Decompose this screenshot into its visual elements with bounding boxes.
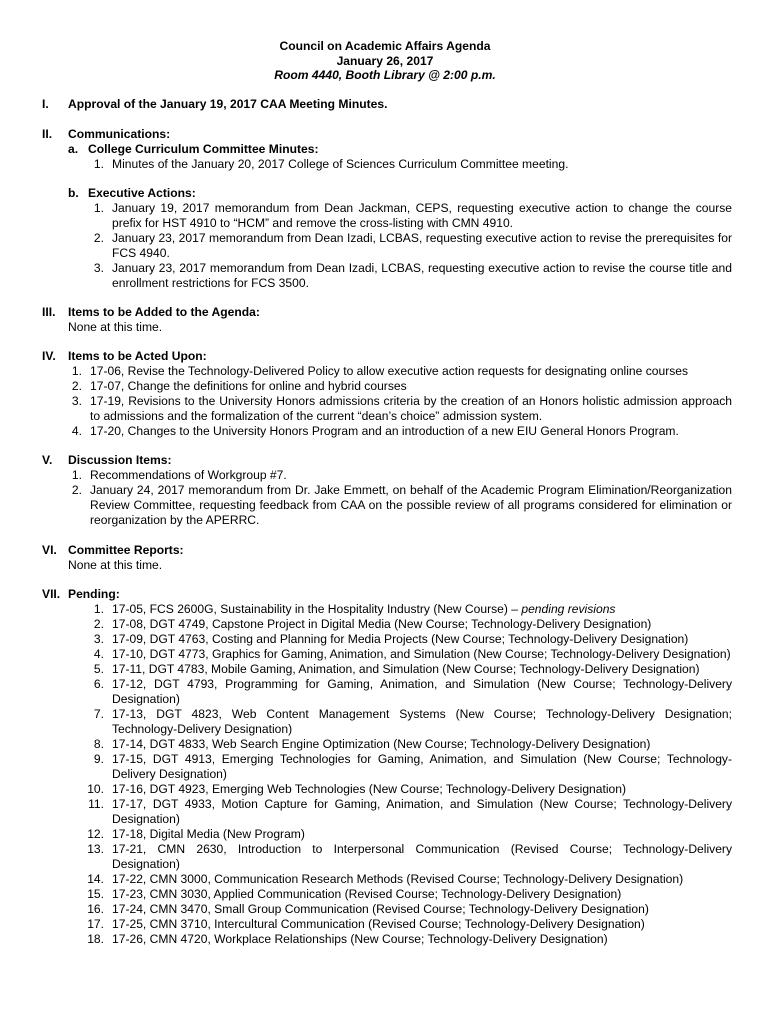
list-item: 14. 17-22, CMN 3000, Communication Research Methods (Revised Course; Technology-Delivery Designation) xyxy=(87,872,684,886)
list-item: 2. 17-07, Change the definitions for online and hybrid courses xyxy=(71,379,407,393)
section-committee-reports xyxy=(42,543,732,573)
list-item: 18. 17-26, CMN 4720, Workplace Relationships (New Course; Technology-Delivery Designation) xyxy=(87,932,608,946)
subsection-title: College Curriculum Committee Minutes: xyxy=(88,142,319,156)
section-communications xyxy=(42,127,732,291)
list-item: 6. 17-12, DGT 4793, Programming for Gaming, Animation, and Simulation (New Course; Technology-Delivery Designation) xyxy=(93,677,732,706)
section-number: VI. xyxy=(42,543,57,557)
section-title: Communications: xyxy=(68,127,171,141)
list-item: 12. 17-18, Digital Media (New Program) xyxy=(87,827,305,841)
section-items-added xyxy=(42,305,732,335)
section-number: III. xyxy=(42,305,56,319)
pending-list xyxy=(42,602,732,947)
curriculum-minutes-list xyxy=(42,157,732,172)
list-item: 1. Recommendations of Workgroup #7. xyxy=(71,468,287,482)
section-discussion xyxy=(42,453,732,528)
section-title: Items to be Added to the Agenda: xyxy=(68,305,260,319)
executive-actions-list xyxy=(42,201,732,291)
section-title: Pending: xyxy=(68,587,120,601)
subsection-executive-actions xyxy=(42,186,732,201)
section-pending xyxy=(42,587,732,947)
list-item: 1. 17-05, FCS 2600G, Sustainability in the Hospitality Industry (New Course) – pending revisions xyxy=(93,602,616,616)
section-text: None at this time. xyxy=(68,558,163,572)
list-item: 11. 17-17, DGT 4933, Motion Capture for Gaming, Animation, and Simulation (New Course; Technology-Delivery Designation) xyxy=(88,797,732,826)
list-item: 1. 17-06, Revise the Technology-Delivered Policy to allow executive action requests for designating online courses xyxy=(71,364,689,378)
discussion-list xyxy=(42,468,732,528)
section-title: Items to be Acted Upon: xyxy=(68,349,207,363)
section-approval xyxy=(42,97,732,112)
list-item: 2. January 24, 2017 memorandum from Dr. Jake Emmett, on behalf of the Academic Program Elimination/Reorganization Review Committee, requesting feedback from CAA on the possible review of all programs considered for elimination or reorganization by the APERRC. xyxy=(71,483,732,527)
list-item: 17. 17-25, CMN 3710, Intercultural Communication (Revised Course; Technology-Delivery Designation) xyxy=(87,917,645,931)
section-number: II. xyxy=(42,127,53,141)
section-number: I. xyxy=(42,97,49,111)
subsection-title: Executive Actions: xyxy=(88,186,196,200)
section-number: VII. xyxy=(42,587,61,601)
list-item: 13. 17-21, CMN 2630, Introduction to Interpersonal Communication (Revised Course; Technology-Delivery Designation) xyxy=(87,842,732,871)
subsection-letter: a. xyxy=(68,142,79,156)
list-item: 4. 17-10, DGT 4773, Graphics for Gaming, Animation, and Simulation (New Course; Technology-Delivery Designation) xyxy=(93,647,731,661)
section-acted-upon xyxy=(42,349,732,439)
list-item: 3. 17-19, Revisions to the University Honors admissions criteria by the creation of an Honors holistic admission approach to admissions and the formalization of the current “dean’s choice” admission system. xyxy=(71,394,732,423)
section-number: V. xyxy=(42,453,53,467)
list-item: 3. 17-09, DGT 4763, Costing and Planning for Media Projects (New Course; Technology-Delivery Designation) xyxy=(93,632,689,646)
list-item: 3. January 23, 2017 memorandum from Dean Izadi, LCBAS, requesting executive action to revise the course title and enrollment restrictions for FCS 3500. xyxy=(93,261,732,290)
agenda-header xyxy=(0,39,770,83)
acted-upon-list xyxy=(42,364,732,439)
list-item: 16. 17-24, CMN 3470, Small Group Communication (Revised Course; Technology-Delivery Designation) xyxy=(87,902,649,916)
agenda-title: Council on Academic Affairs Agenda xyxy=(279,39,491,53)
list-item: 10. 17-16, DGT 4923, Emerging Web Technologies (New Course; Technology-Delivery Designation) xyxy=(87,782,627,796)
section-title: Discussion Items: xyxy=(68,453,172,467)
list-item: 5. 17-11, DGT 4783, Mobile Gaming, Animation, and Simulation (New Course; Technology-Delivery Designation) xyxy=(93,662,700,676)
list-item: 2. January 23, 2017 memorandum from Dean Izadi, LCBAS, requesting executive action to revise the prerequisites for FCS 4940. xyxy=(93,231,732,260)
subsection-letter: b. xyxy=(68,186,79,200)
pending-revisions-note: pending revisions xyxy=(521,602,616,616)
list-item: 15. 17-23, CMN 3030, Applied Communication (Revised Course; Technology-Delivery Designation) xyxy=(87,887,622,901)
section-number: IV. xyxy=(42,349,56,363)
section-title: Committee Reports: xyxy=(68,543,184,557)
list-item: 8. 17-14, DGT 4833, Web Search Engine Optimization (New Course; Technology-Delivery Designation) xyxy=(93,737,651,751)
agenda-location: Room 4440, Booth Library @ 2:00 p.m. xyxy=(274,68,496,82)
list-item: 1. Minutes of the January 20, 2017 College of Sciences Curriculum Committee meeting. xyxy=(93,157,569,171)
list-item: 1. January 19, 2017 memorandum from Dean Jackman, CEPS, requesting executive action to change the course prefix for HST 4910 to “HCM” and remove the cross-listing with CMN 4910. xyxy=(93,201,732,230)
section-text: None at this time. xyxy=(68,320,163,334)
list-item: 4. 17-20, Changes to the University Honors Program and an introduction of a new EIU General Honors Program. xyxy=(71,424,679,438)
section-title: Approval of the January 19, 2017 CAA Meeting Minutes. xyxy=(68,97,388,111)
agenda-date: January 26, 2017 xyxy=(336,53,434,68)
list-item: 7. 17-13, DGT 4823, Web Content Management Systems (New Course; Technology-Delivery Designation; Technology-Delivery Designation) xyxy=(93,707,732,736)
subsection-curriculum-minutes xyxy=(42,142,732,157)
list-item: 2. 17-08, DGT 4749, Capstone Project in Digital Media (New Course; Technology-Delivery Designation) xyxy=(93,617,652,631)
list-item: 9. 17-15, DGT 4913, Emerging Technologies for Gaming, Animation, and Simulation (New Course; Technology-Delivery Designation) xyxy=(93,752,732,781)
